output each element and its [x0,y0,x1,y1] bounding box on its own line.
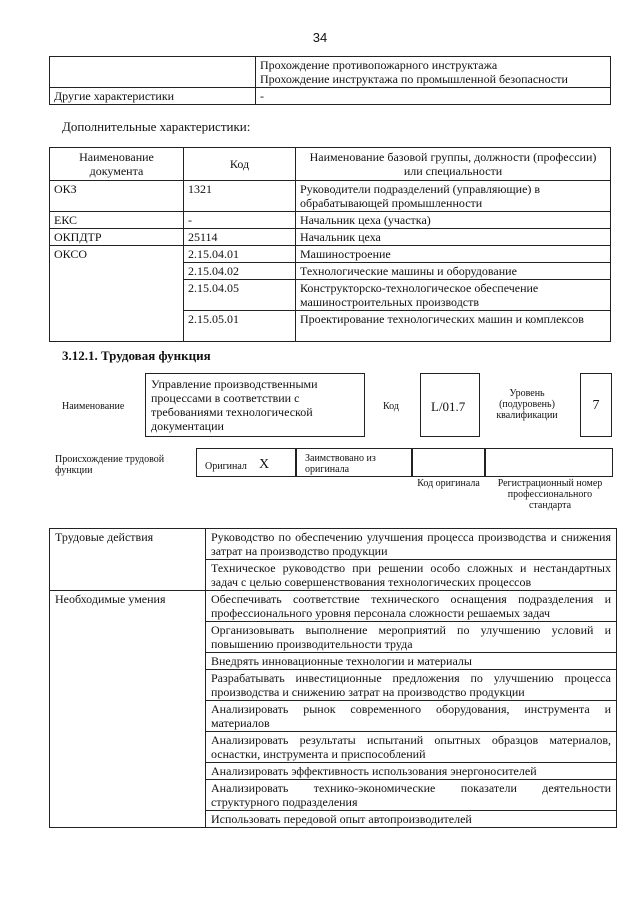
line: Прохождение противопожарного инструктажа [260,58,498,72]
level-value: 7 [580,373,612,437]
level-label: Уровень (подуровень) квалификации [496,388,558,421]
reg-number-box [485,448,613,477]
code-cell: - [184,212,296,229]
top-row-value: - [256,88,611,105]
code-cell: 2.15.04.02 [184,263,296,280]
name-cell: Начальник цеха (участка) [296,212,611,229]
name-cell: Руководители подразделений (управляющие) в обрабатывающей промышленности [296,181,611,212]
header-row [50,148,611,181]
additional-title: Дополнительные характеристики: [62,119,251,134]
table-row [50,229,611,246]
code-cell: 25114 [184,229,296,246]
table-row [50,181,611,212]
header-code: Код [184,148,296,181]
code-cell: 2.15.04.05 [184,280,296,311]
name-cell: Проектирование технологических машин и комплексов [296,311,611,342]
original-label: Оригинал [205,461,247,472]
table-row [50,57,611,88]
function-code: L/01.7 [420,373,480,437]
section-title: 3.12.1. Трудовая функция [62,348,211,363]
table-row [50,88,611,105]
page-number: 34 [312,30,328,45]
borrowed-cell [296,448,412,477]
origin-label: Происхождение трудовой функции [55,454,165,476]
skill-item: Анализировать эффективность использования энергоносителей [206,763,617,780]
doc-cell: ОКСО [50,246,184,342]
skill-item: Разрабатывать инвестиционные предложения по улучшению процесса производства и снижению затрат на производство продукции [206,670,617,701]
top-row-label: Другие характеристики [50,88,256,105]
top-row-value [256,57,611,88]
doc-cell: ОКЗ [50,181,184,212]
activity-item: Руководство по обеспечению улучшения процесса производства и снижения затрат на производство продукции [206,529,617,560]
header-doc: Наименование документа [50,148,184,181]
name-cell: Начальник цеха [296,229,611,246]
name-label: Наименование [62,401,125,412]
skill-item: Организовывать выполнение мероприятий по улучшению условий и повышению производительности труда [206,622,617,653]
code-cell: 2.15.05.01 [184,311,296,342]
code-cell: 2.15.04.01 [184,246,296,263]
table-row [50,246,611,263]
group-label: Трудовые действия [50,529,206,591]
header-name: Наименование базовой группы, должности (профессии) или специальности [296,148,611,181]
table-row [50,212,611,229]
function-name: Управление производственными процессами в соответствии с требованиями технологической документации [145,373,365,437]
code-original-box [412,448,485,477]
code-cell: 1321 [184,181,296,212]
name-cell: Машиностроение [296,246,611,263]
activity-item: Техническое руководство при решении особо сложных и нестандартных задач с целью совершенствования технологических процессов [206,560,617,591]
skill-item: Анализировать результаты испытаний опытных образцов материалов, оснастки, инструмента и приспособлений [206,732,617,763]
original-mark: X [259,457,270,472]
code-label: Код [383,401,399,412]
skill-item: Внедрять инновационные технологии и материалы [206,653,617,670]
skill-item: Обеспечивать соответствие технического оснащения подразделения и профессионального уровня персонала сложности решаемых задач [206,591,617,622]
top-table [49,56,611,105]
reg-number-label: Регистрационный номер профессионального стандарта [497,478,603,511]
name-cell: Конструкторско-технологическое обеспечение машиностроительных производств [296,280,611,311]
borrowed-label: Заимствовано из оригинала [305,453,376,475]
group-label: Необходимые умения [50,591,206,828]
additional-table [49,147,611,342]
code-original-label: Код оригинала [417,478,480,489]
name-cell: Технологические машины и оборудование [296,263,611,280]
table-row [50,529,617,560]
table-row [50,591,617,622]
line: Прохождение инструктажа по промышленной безопасности [260,72,568,86]
top-row-label [50,57,256,88]
doc-cell: ЕКС [50,212,184,229]
skill-item: Использовать передовой опыт автопроизводителей [206,811,617,828]
activities-table [49,528,617,828]
doc-cell: ОКПДТР [50,229,184,246]
skill-item: Анализировать рынок современного оборудования, инструмента и материалов [206,701,617,732]
skill-item: Анализировать технико-экономические показатели деятельности структурного подразделения [206,780,617,811]
original-cell [196,448,296,477]
